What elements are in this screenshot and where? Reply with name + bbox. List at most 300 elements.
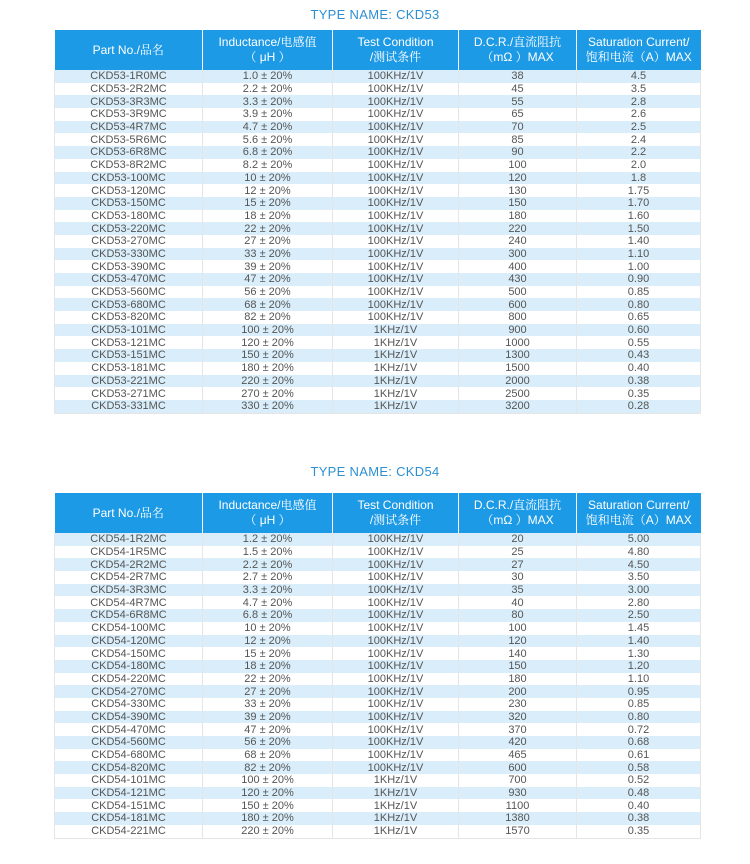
table-row (55, 558, 701, 571)
saturation-current-cell: 1.30 (577, 647, 701, 660)
spec-table-ckd54 (54, 493, 701, 839)
table-row (55, 723, 701, 736)
dcr-cell: 120 (459, 172, 577, 185)
inductance-cell: 3.3 ± 20% (203, 584, 333, 597)
table-row (55, 83, 701, 96)
inductance-cell: 39 ± 20% (203, 260, 333, 273)
table-row (55, 260, 701, 273)
dcr-cell: 300 (459, 248, 577, 261)
test-condition-cell: 100KHz/1V (333, 558, 459, 571)
title-ckd54: TYPE NAME: CKD54 (310, 464, 440, 479)
header-test-condition: Test Condition /测试条件 (333, 30, 459, 70)
part-no-cell: CKD53-680MC (55, 298, 203, 311)
part-no-cell: CKD53-220MC (55, 222, 203, 235)
test-condition-cell: 100KHz/1V (333, 685, 459, 698)
dcr-cell: 200 (459, 685, 577, 698)
inductance-cell: 27 ± 20% (203, 235, 333, 248)
test-condition-cell: 1KHz/1V (333, 787, 459, 800)
part-no-cell: CKD53-221MC (55, 375, 203, 388)
saturation-current-cell: 0.52 (577, 774, 701, 787)
saturation-current-cell: 1.75 (577, 184, 701, 197)
part-no-cell: CKD54-121MC (55, 787, 203, 800)
inductance-cell: 6.8 ± 20% (203, 146, 333, 159)
test-condition-cell: 100KHz/1V (333, 761, 459, 774)
saturation-current-cell: 2.2 (577, 146, 701, 159)
table-row (55, 197, 701, 210)
inductance-cell: 8.2 ± 20% (203, 159, 333, 172)
header-part-no: Part No./品名 (55, 493, 203, 533)
inductance-cell: 1.5 ± 20% (203, 546, 333, 559)
saturation-current-cell: 1.70 (577, 197, 701, 210)
saturation-current-cell: 3.5 (577, 83, 701, 96)
part-no-cell: CKD53-390MC (55, 260, 203, 273)
part-no-cell: CKD53-820MC (55, 311, 203, 324)
header-saturation-current: Saturation Current/ 饱和电流（A）MAX (577, 30, 701, 70)
table-row (55, 571, 701, 584)
inductance-cell: 22 ± 20% (203, 673, 333, 686)
part-no-cell: CKD53-331MC (55, 400, 203, 413)
part-no-cell: CKD54-221MC (55, 825, 203, 838)
table-row (55, 273, 701, 286)
title-ckd53: TYPE NAME: CKD53 (310, 7, 440, 22)
table-row (55, 172, 701, 185)
saturation-current-cell: 0.48 (577, 787, 701, 800)
saturation-current-cell: 1.10 (577, 248, 701, 261)
inductance-cell: 330 ± 20% (203, 400, 333, 413)
saturation-current-cell: 0.28 (577, 400, 701, 413)
saturation-current-cell: 4.80 (577, 546, 701, 559)
saturation-current-cell: 0.35 (577, 387, 701, 400)
dcr-cell: 900 (459, 324, 577, 337)
test-condition-cell: 1KHz/1V (333, 825, 459, 838)
dcr-cell: 1300 (459, 349, 577, 362)
test-condition-cell: 100KHz/1V (333, 260, 459, 273)
test-condition-cell: 100KHz/1V (333, 622, 459, 635)
inductance-cell: 150 ± 20% (203, 349, 333, 362)
inductance-cell: 82 ± 20% (203, 311, 333, 324)
saturation-current-cell: 3.50 (577, 571, 701, 584)
dcr-cell: 3200 (459, 400, 577, 413)
saturation-current-cell: 2.6 (577, 108, 701, 121)
saturation-current-cell: 0.61 (577, 749, 701, 762)
dcr-cell: 65 (459, 108, 577, 121)
inductance-cell: 33 ± 20% (203, 698, 333, 711)
table-row (55, 324, 701, 337)
table-row (55, 222, 701, 235)
header-dcr: D.C.R./直流阻抗 （mΩ ）MAX (459, 30, 577, 70)
test-condition-cell: 1KHz/1V (333, 400, 459, 413)
dcr-cell: 1380 (459, 812, 577, 825)
dcr-cell: 45 (459, 83, 577, 96)
inductance-cell: 47 ± 20% (203, 273, 333, 286)
dcr-cell: 90 (459, 146, 577, 159)
part-no-cell: CKD54-1R5MC (55, 546, 203, 559)
inductance-cell: 270 ± 20% (203, 387, 333, 400)
table-row (55, 533, 701, 546)
dcr-cell: 220 (459, 222, 577, 235)
inductance-cell: 12 ± 20% (203, 184, 333, 197)
test-condition-cell: 100KHz/1V (333, 133, 459, 146)
saturation-current-cell: 4.5 (577, 70, 701, 83)
inductance-cell: 82 ± 20% (203, 761, 333, 774)
test-condition-cell: 100KHz/1V (333, 273, 459, 286)
part-no-cell: CKD54-151MC (55, 799, 203, 812)
test-condition-cell: 100KHz/1V (333, 609, 459, 622)
saturation-current-cell: 1.45 (577, 622, 701, 635)
header-part-no: Part No./品名 (55, 30, 203, 70)
inductance-cell: 5.6 ± 20% (203, 133, 333, 146)
saturation-current-cell: 0.43 (577, 349, 701, 362)
part-no-cell: CKD54-180MC (55, 660, 203, 673)
dcr-cell: 140 (459, 647, 577, 660)
inductance-cell: 150 ± 20% (203, 799, 333, 812)
table-row (55, 70, 701, 83)
test-condition-cell: 100KHz/1V (333, 736, 459, 749)
inductance-cell: 2.2 ± 20% (203, 83, 333, 96)
dcr-cell: 800 (459, 311, 577, 324)
part-no-cell: CKD54-560MC (55, 736, 203, 749)
inductance-cell: 47 ± 20% (203, 723, 333, 736)
saturation-current-cell: 2.0 (577, 159, 701, 172)
test-condition-cell: 100KHz/1V (333, 235, 459, 248)
dcr-cell: 370 (459, 723, 577, 736)
dcr-cell: 100 (459, 622, 577, 635)
dcr-cell: 1500 (459, 362, 577, 375)
test-condition-cell: 1KHz/1V (333, 375, 459, 388)
inductance-cell: 15 ± 20% (203, 647, 333, 660)
table-row (55, 787, 701, 800)
dcr-cell: 420 (459, 736, 577, 749)
part-no-cell: CKD54-2R2MC (55, 558, 203, 571)
table-row (55, 685, 701, 698)
dcr-cell: 120 (459, 635, 577, 648)
test-condition-cell: 1KHz/1V (333, 336, 459, 349)
part-no-cell: CKD54-330MC (55, 698, 203, 711)
part-no-cell: CKD54-470MC (55, 723, 203, 736)
test-condition-cell: 100KHz/1V (333, 286, 459, 299)
table-row (55, 812, 701, 825)
table-row (55, 159, 701, 172)
saturation-current-cell: 2.80 (577, 596, 701, 609)
test-condition-cell: 100KHz/1V (333, 749, 459, 762)
dcr-cell: 2500 (459, 387, 577, 400)
part-no-cell: CKD53-1R0MC (55, 70, 203, 83)
saturation-current-cell: 2.8 (577, 95, 701, 108)
test-condition-cell: 100KHz/1V (333, 70, 459, 83)
inductance-cell: 1.2 ± 20% (203, 533, 333, 546)
part-no-cell: CKD53-330MC (55, 248, 203, 261)
inductance-cell: 4.7 ± 20% (203, 121, 333, 134)
saturation-current-cell: 1.00 (577, 260, 701, 273)
test-condition-cell: 100KHz/1V (333, 298, 459, 311)
dcr-cell: 1570 (459, 825, 577, 838)
header-inductance: Inductance/电感值 （ μH ） (203, 493, 333, 533)
saturation-current-cell: 0.85 (577, 286, 701, 299)
table-row (55, 298, 701, 311)
saturation-current-cell: 1.40 (577, 235, 701, 248)
test-condition-cell: 100KHz/1V (333, 571, 459, 584)
test-condition-cell: 100KHz/1V (333, 184, 459, 197)
part-no-cell: CKD53-470MC (55, 273, 203, 286)
inductance-cell: 120 ± 20% (203, 787, 333, 800)
part-no-cell: CKD53-3R3MC (55, 95, 203, 108)
inductance-cell: 220 ± 20% (203, 375, 333, 388)
part-no-cell: CKD53-181MC (55, 362, 203, 375)
part-no-cell: CKD53-120MC (55, 184, 203, 197)
dcr-cell: 320 (459, 711, 577, 724)
table-row (55, 311, 701, 324)
saturation-current-cell: 1.10 (577, 673, 701, 686)
dcr-cell: 930 (459, 787, 577, 800)
table-row (55, 184, 701, 197)
test-condition-cell: 100KHz/1V (333, 647, 459, 660)
inductance-cell: 120 ± 20% (203, 336, 333, 349)
part-no-cell: CKD54-220MC (55, 673, 203, 686)
table-row (55, 400, 701, 413)
part-no-cell: CKD53-560MC (55, 286, 203, 299)
test-condition-cell: 100KHz/1V (333, 197, 459, 210)
table-row (55, 749, 701, 762)
table-row (55, 336, 701, 349)
test-condition-cell: 100KHz/1V (333, 311, 459, 324)
test-condition-cell: 100KHz/1V (333, 159, 459, 172)
saturation-current-cell: 0.55 (577, 336, 701, 349)
test-condition-cell: 100KHz/1V (333, 95, 459, 108)
table-row (55, 286, 701, 299)
table-row (55, 248, 701, 261)
inductance-cell: 56 ± 20% (203, 736, 333, 749)
test-condition-cell: 1KHz/1V (333, 349, 459, 362)
test-condition-cell: 100KHz/1V (333, 711, 459, 724)
saturation-current-cell: 0.38 (577, 812, 701, 825)
inductance-cell: 27 ± 20% (203, 685, 333, 698)
saturation-current-cell: 0.38 (577, 375, 701, 388)
dcr-cell: 130 (459, 184, 577, 197)
test-condition-cell: 100KHz/1V (333, 210, 459, 223)
test-condition-cell: 1KHz/1V (333, 774, 459, 787)
inductance-cell: 2.2 ± 20% (203, 558, 333, 571)
inductance-cell: 18 ± 20% (203, 660, 333, 673)
table-row (55, 584, 701, 597)
saturation-current-cell: 0.60 (577, 324, 701, 337)
test-condition-cell: 100KHz/1V (333, 172, 459, 185)
part-no-cell: CKD53-121MC (55, 336, 203, 349)
saturation-current-cell: 0.65 (577, 311, 701, 324)
table-row (55, 698, 701, 711)
table-row (55, 362, 701, 375)
inductance-cell: 68 ± 20% (203, 749, 333, 762)
spec-table-ckd53 (54, 30, 701, 414)
part-no-cell: CKD54-270MC (55, 685, 203, 698)
dcr-cell: 430 (459, 273, 577, 286)
test-condition-cell: 1KHz/1V (333, 324, 459, 337)
table-row (55, 673, 701, 686)
dcr-cell: 700 (459, 774, 577, 787)
table-row (55, 609, 701, 622)
inductance-cell: 22 ± 20% (203, 222, 333, 235)
dcr-cell: 150 (459, 660, 577, 673)
table-row (55, 146, 701, 159)
inductance-cell: 6.8 ± 20% (203, 609, 333, 622)
table-row (55, 121, 701, 134)
saturation-current-cell: 0.35 (577, 825, 701, 838)
saturation-current-cell: 0.40 (577, 362, 701, 375)
inductance-cell: 12 ± 20% (203, 635, 333, 648)
inductance-cell: 3.3 ± 20% (203, 95, 333, 108)
saturation-current-cell: 4.50 (577, 558, 701, 571)
dcr-cell: 70 (459, 121, 577, 134)
inductance-cell: 1.0 ± 20% (203, 70, 333, 83)
inductance-cell: 220 ± 20% (203, 825, 333, 838)
inductance-cell: 39 ± 20% (203, 711, 333, 724)
test-condition-cell: 100KHz/1V (333, 584, 459, 597)
table-row (55, 546, 701, 559)
saturation-current-cell: 2.50 (577, 609, 701, 622)
saturation-current-cell: 0.95 (577, 685, 701, 698)
test-condition-cell: 100KHz/1V (333, 222, 459, 235)
table-header-row (55, 30, 701, 70)
dcr-cell: 30 (459, 571, 577, 584)
dcr-cell: 100 (459, 159, 577, 172)
saturation-current-cell: 1.40 (577, 635, 701, 648)
table-row (55, 596, 701, 609)
dcr-cell: 2000 (459, 375, 577, 388)
part-no-cell: CKD54-4R7MC (55, 596, 203, 609)
table-row (55, 210, 701, 223)
inductance-cell: 100 ± 20% (203, 324, 333, 337)
dcr-cell: 80 (459, 609, 577, 622)
table-row (55, 95, 701, 108)
dcr-cell: 40 (459, 596, 577, 609)
part-no-cell: CKD54-680MC (55, 749, 203, 762)
inductance-cell: 10 ± 20% (203, 172, 333, 185)
test-condition-cell: 100KHz/1V (333, 546, 459, 559)
dcr-cell: 240 (459, 235, 577, 248)
test-condition-cell: 100KHz/1V (333, 723, 459, 736)
test-condition-cell: 100KHz/1V (333, 533, 459, 546)
dcr-cell: 465 (459, 749, 577, 762)
dcr-cell: 35 (459, 584, 577, 597)
table-row (55, 799, 701, 812)
saturation-current-cell: 0.85 (577, 698, 701, 711)
dcr-cell: 600 (459, 298, 577, 311)
saturation-current-cell: 0.68 (577, 736, 701, 749)
dcr-cell: 180 (459, 673, 577, 686)
saturation-current-cell: 2.4 (577, 133, 701, 146)
dcr-cell: 25 (459, 546, 577, 559)
part-no-cell: CKD53-2R2MC (55, 83, 203, 96)
saturation-current-cell: 1.8 (577, 172, 701, 185)
table-row (55, 660, 701, 673)
header-saturation-current: Saturation Current/ 饱和电流（A）MAX (577, 493, 701, 533)
part-no-cell: CKD53-150MC (55, 197, 203, 210)
inductance-cell: 56 ± 20% (203, 286, 333, 299)
table-row (55, 387, 701, 400)
test-condition-cell: 1KHz/1V (333, 387, 459, 400)
saturation-current-cell: 0.58 (577, 761, 701, 774)
part-no-cell: CKD54-390MC (55, 711, 203, 724)
dcr-cell: 180 (459, 210, 577, 223)
dcr-cell: 38 (459, 70, 577, 83)
table-row (55, 622, 701, 635)
test-condition-cell: 1KHz/1V (333, 362, 459, 375)
table-row (55, 108, 701, 121)
test-condition-cell: 100KHz/1V (333, 121, 459, 134)
saturation-current-cell: 0.90 (577, 273, 701, 286)
part-no-cell: CKD53-8R2MC (55, 159, 203, 172)
saturation-current-cell: 0.80 (577, 711, 701, 724)
header-test-condition: Test Condition /测试条件 (333, 493, 459, 533)
part-no-cell: CKD53-270MC (55, 235, 203, 248)
part-no-cell: CKD53-3R9MC (55, 108, 203, 121)
test-condition-cell: 1KHz/1V (333, 812, 459, 825)
table-row (55, 133, 701, 146)
part-no-cell: CKD53-271MC (55, 387, 203, 400)
part-no-cell: CKD53-151MC (55, 349, 203, 362)
table-row (55, 825, 701, 838)
part-no-cell: CKD54-1R2MC (55, 533, 203, 546)
dcr-cell: 20 (459, 533, 577, 546)
part-no-cell: CKD53-4R7MC (55, 121, 203, 134)
dcr-cell: 85 (459, 133, 577, 146)
part-no-cell: CKD54-100MC (55, 622, 203, 635)
part-no-cell: CKD54-820MC (55, 761, 203, 774)
saturation-current-cell: 1.20 (577, 660, 701, 673)
saturation-current-cell: 0.80 (577, 298, 701, 311)
test-condition-cell: 100KHz/1V (333, 248, 459, 261)
test-condition-cell: 1KHz/1V (333, 799, 459, 812)
inductance-cell: 100 ± 20% (203, 774, 333, 787)
test-condition-cell: 100KHz/1V (333, 673, 459, 686)
inductance-cell: 33 ± 20% (203, 248, 333, 261)
part-no-cell: CKD54-150MC (55, 647, 203, 660)
dcr-cell: 1000 (459, 336, 577, 349)
part-no-cell: CKD53-180MC (55, 210, 203, 223)
inductance-cell: 18 ± 20% (203, 210, 333, 223)
dcr-cell: 55 (459, 95, 577, 108)
table-row (55, 375, 701, 388)
test-condition-cell: 100KHz/1V (333, 596, 459, 609)
saturation-current-cell: 1.60 (577, 210, 701, 223)
inductance-cell: 10 ± 20% (203, 622, 333, 635)
saturation-current-cell: 0.72 (577, 723, 701, 736)
header-inductance: Inductance/电感值 （ μH ） (203, 30, 333, 70)
test-condition-cell: 100KHz/1V (333, 83, 459, 96)
saturation-current-cell: 2.5 (577, 121, 701, 134)
table-row (55, 761, 701, 774)
part-no-cell: CKD53-6R8MC (55, 146, 203, 159)
test-condition-cell: 100KHz/1V (333, 108, 459, 121)
part-no-cell: CKD53-5R6MC (55, 133, 203, 146)
dcr-cell: 150 (459, 197, 577, 210)
table-header-row (55, 493, 701, 533)
header-dcr: D.C.R./直流阻抗 （mΩ ）MAX (459, 493, 577, 533)
table-row (55, 736, 701, 749)
dcr-cell: 400 (459, 260, 577, 273)
dcr-cell: 1100 (459, 799, 577, 812)
part-no-cell: CKD54-2R7MC (55, 571, 203, 584)
part-no-cell: CKD54-3R3MC (55, 584, 203, 597)
table-row (55, 711, 701, 724)
dcr-cell: 500 (459, 286, 577, 299)
saturation-current-cell: 3.00 (577, 584, 701, 597)
dcr-cell: 27 (459, 558, 577, 571)
inductance-cell: 15 ± 20% (203, 197, 333, 210)
dcr-cell: 600 (459, 761, 577, 774)
inductance-cell: 180 ± 20% (203, 812, 333, 825)
test-condition-cell: 100KHz/1V (333, 698, 459, 711)
inductance-cell: 2.7 ± 20% (203, 571, 333, 584)
